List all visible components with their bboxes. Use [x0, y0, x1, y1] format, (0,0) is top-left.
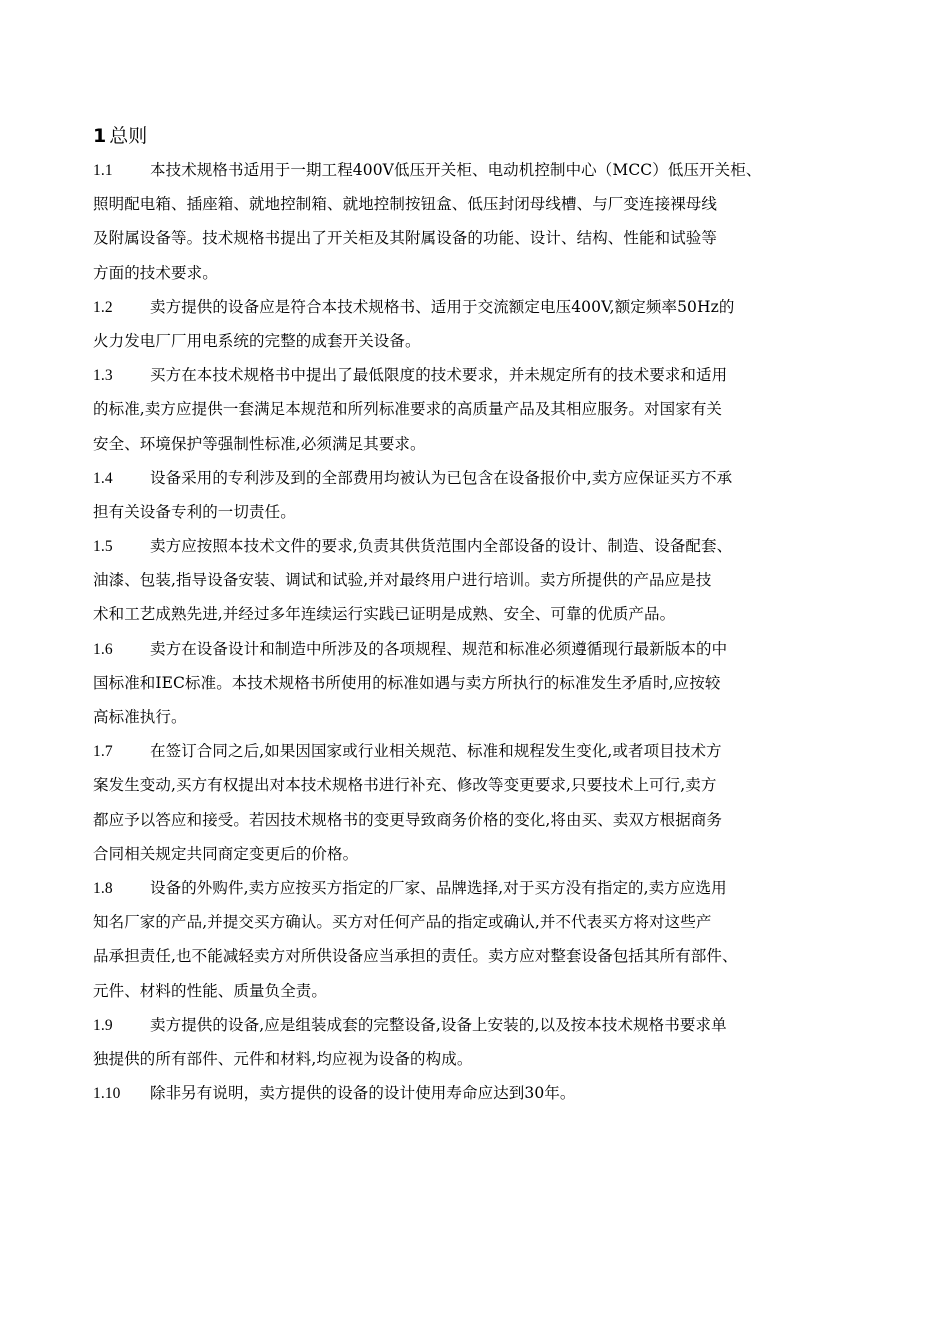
clause-text: 及附属设备等。技术规格书提出了开关柜及其附属设备的功能、设计、结构、性能和试验等 [93, 229, 718, 248]
clause-number: 1.4 [93, 469, 113, 487]
clause-line [93, 187, 888, 221]
clause-text: 元件、材料的性能、质量负全责。 [93, 981, 328, 1000]
clause-1-2 [93, 290, 888, 358]
clause-text: 除非另有说明，卖方提供的设备的设计使用寿命应达到30年。 [150, 1084, 576, 1103]
clause-text: 卖方应按照本技术文件的要求,负责其供货范围内全部设备的设计、制造、设备配套、 [150, 537, 733, 556]
clause-line [93, 803, 888, 837]
clause-1-10 [93, 1076, 888, 1110]
clause-1-9 [93, 1008, 888, 1076]
clause-text: 照明配电箱、插座箱、就地控制箱、就地控制按钮盒、低压封闭母线槽、与厂变连接裸母线 [93, 195, 718, 214]
clause-line [93, 1042, 888, 1076]
clause-text: 都应予以答应和接受。若因技术规格书的变更导致商务价格的变化,将由买、卖双方根据商务 [93, 810, 723, 829]
clause-1-4 [93, 461, 888, 529]
clause-text: 设备的外购件,卖方应按买方指定的厂家、品牌选择,对于买方没有指定的,卖方应选用 [150, 878, 727, 897]
clause-text: 品承担责任,也不能减轻卖方对所供设备应当承担的责任。卖方应对整套设备包括其所有部件、 [93, 947, 738, 966]
clause-line [93, 1008, 888, 1042]
clause-text: 买方在本技术规格书中提出了最低限度的技术要求，并未规定所有的技术要求和适用 [150, 366, 728, 385]
document-body [93, 120, 888, 1110]
clause-line [93, 358, 888, 392]
clause-line [93, 597, 888, 631]
clause-number: 1.1 [93, 162, 113, 179]
clause-number: 1.6 [93, 640, 113, 658]
clause-1-3 [93, 358, 888, 461]
clause-number: 1.5 [93, 538, 113, 556]
clause-number: 1.10 [93, 1085, 121, 1103]
clause-line [93, 939, 888, 973]
section-number: 1 [93, 125, 107, 147]
clause-text: 高标准执行。 [93, 708, 187, 726]
clause-line [93, 666, 888, 700]
clause-line [93, 768, 888, 802]
clause-1-7 [93, 734, 888, 871]
clause-text: 卖方提供的设备应是符合本技术规格书、适用于交流额定电压400V,额定频率50Hz的 [150, 297, 735, 316]
clause-text: 设备采用的专利涉及到的全部费用均被认为已包含在设备报价中,卖方应保证买方不承 [150, 468, 733, 487]
clause-line [93, 905, 888, 939]
clause-text: 在签订合同之后,如果因国家或行业相关规范、标准和规程发生变化,或者项目技术方 [150, 742, 722, 761]
clause-text: 火力发电厂厂用电系统的完整的成套开关设备。 [93, 331, 421, 350]
clause-text: 油漆、包装,指导设备安装、调试和试验,并对最终用户进行培训。卖方所提供的产品应是技 [93, 571, 712, 590]
clause-number: 1.2 [93, 298, 113, 316]
clause-line [93, 734, 888, 768]
clause-1-5 [93, 529, 888, 632]
clause-line [93, 1076, 888, 1110]
clause-text: 卖方提供的设备,应是组装成套的完整设备,设备上安装的,以及按本技术规格书要求单 [150, 1015, 727, 1034]
section-title: 总则 [109, 125, 148, 147]
section-heading [93, 120, 888, 152]
clause-line [93, 700, 888, 734]
clause-number: 1.8 [93, 879, 113, 897]
clause-text: 独提供的所有部件、元件和材料,均应视为设备的构成。 [93, 1049, 473, 1068]
clause-1-8 [93, 871, 888, 1008]
clause-line [93, 837, 888, 871]
clause-text: 合同相关规定共同商定变更后的价格。 [93, 844, 359, 863]
clause-line [93, 495, 888, 529]
clause-number: 1.9 [93, 1016, 113, 1034]
clause-line [93, 632, 888, 666]
clause-line [93, 324, 888, 358]
clause-line [93, 290, 888, 324]
clause-text: 案发生变动,买方有权提出对本技术规格书进行补充、修改等变更要求,只要技术上可行,卖方 [93, 776, 717, 795]
clause-line [93, 153, 888, 187]
clause-1-6 [93, 632, 888, 735]
clause-1-1 [93, 153, 888, 290]
clause-list [93, 153, 888, 1110]
clause-line [93, 256, 888, 290]
clause-number: 1.7 [93, 743, 113, 761]
clause-line [93, 974, 888, 1008]
clause-text: 国标准和IEC标准。本技术规格书所使用的标准如遇与卖方所执行的标准发生矛盾时,应按较 [93, 673, 721, 692]
clause-line [93, 221, 888, 255]
clause-line [93, 392, 888, 426]
clause-line [93, 427, 888, 461]
clause-line [93, 563, 888, 597]
clause-text: 担有关设备专利的一切责任。 [93, 502, 296, 521]
clause-line [93, 871, 888, 905]
clause-text: 方面的技术要求。 [93, 263, 218, 282]
clause-text: 知名厂家的产品,并提交买方确认。买方对任何产品的指定或确认,并不代表买方将对这些产 [93, 913, 712, 932]
clause-number: 1.3 [93, 367, 113, 385]
clause-text: 安全、环境保护等强制性标准,必须满足其要求。 [93, 434, 426, 453]
clause-line [93, 461, 888, 495]
clause-text: 卖方在设备设计和制造中所涉及的各项规程、规范和标准必须遵循现行最新版本的中 [150, 639, 728, 658]
clause-text: 的标准,卖方应提供一套满足本规范和所列标准要求的高质量产品及其相应服务。对国家有关 [93, 400, 723, 419]
clause-line [93, 529, 888, 563]
clause-text: 本技术规格书适用于一期工程400V低压开关柜、电动机控制中心（MCC）低压开关柜、 [150, 161, 762, 179]
clause-text: 术和工艺成熟先进,并经过多年连续运行实践已证明是成熟、安全、可靠的优质产品。 [93, 605, 676, 624]
